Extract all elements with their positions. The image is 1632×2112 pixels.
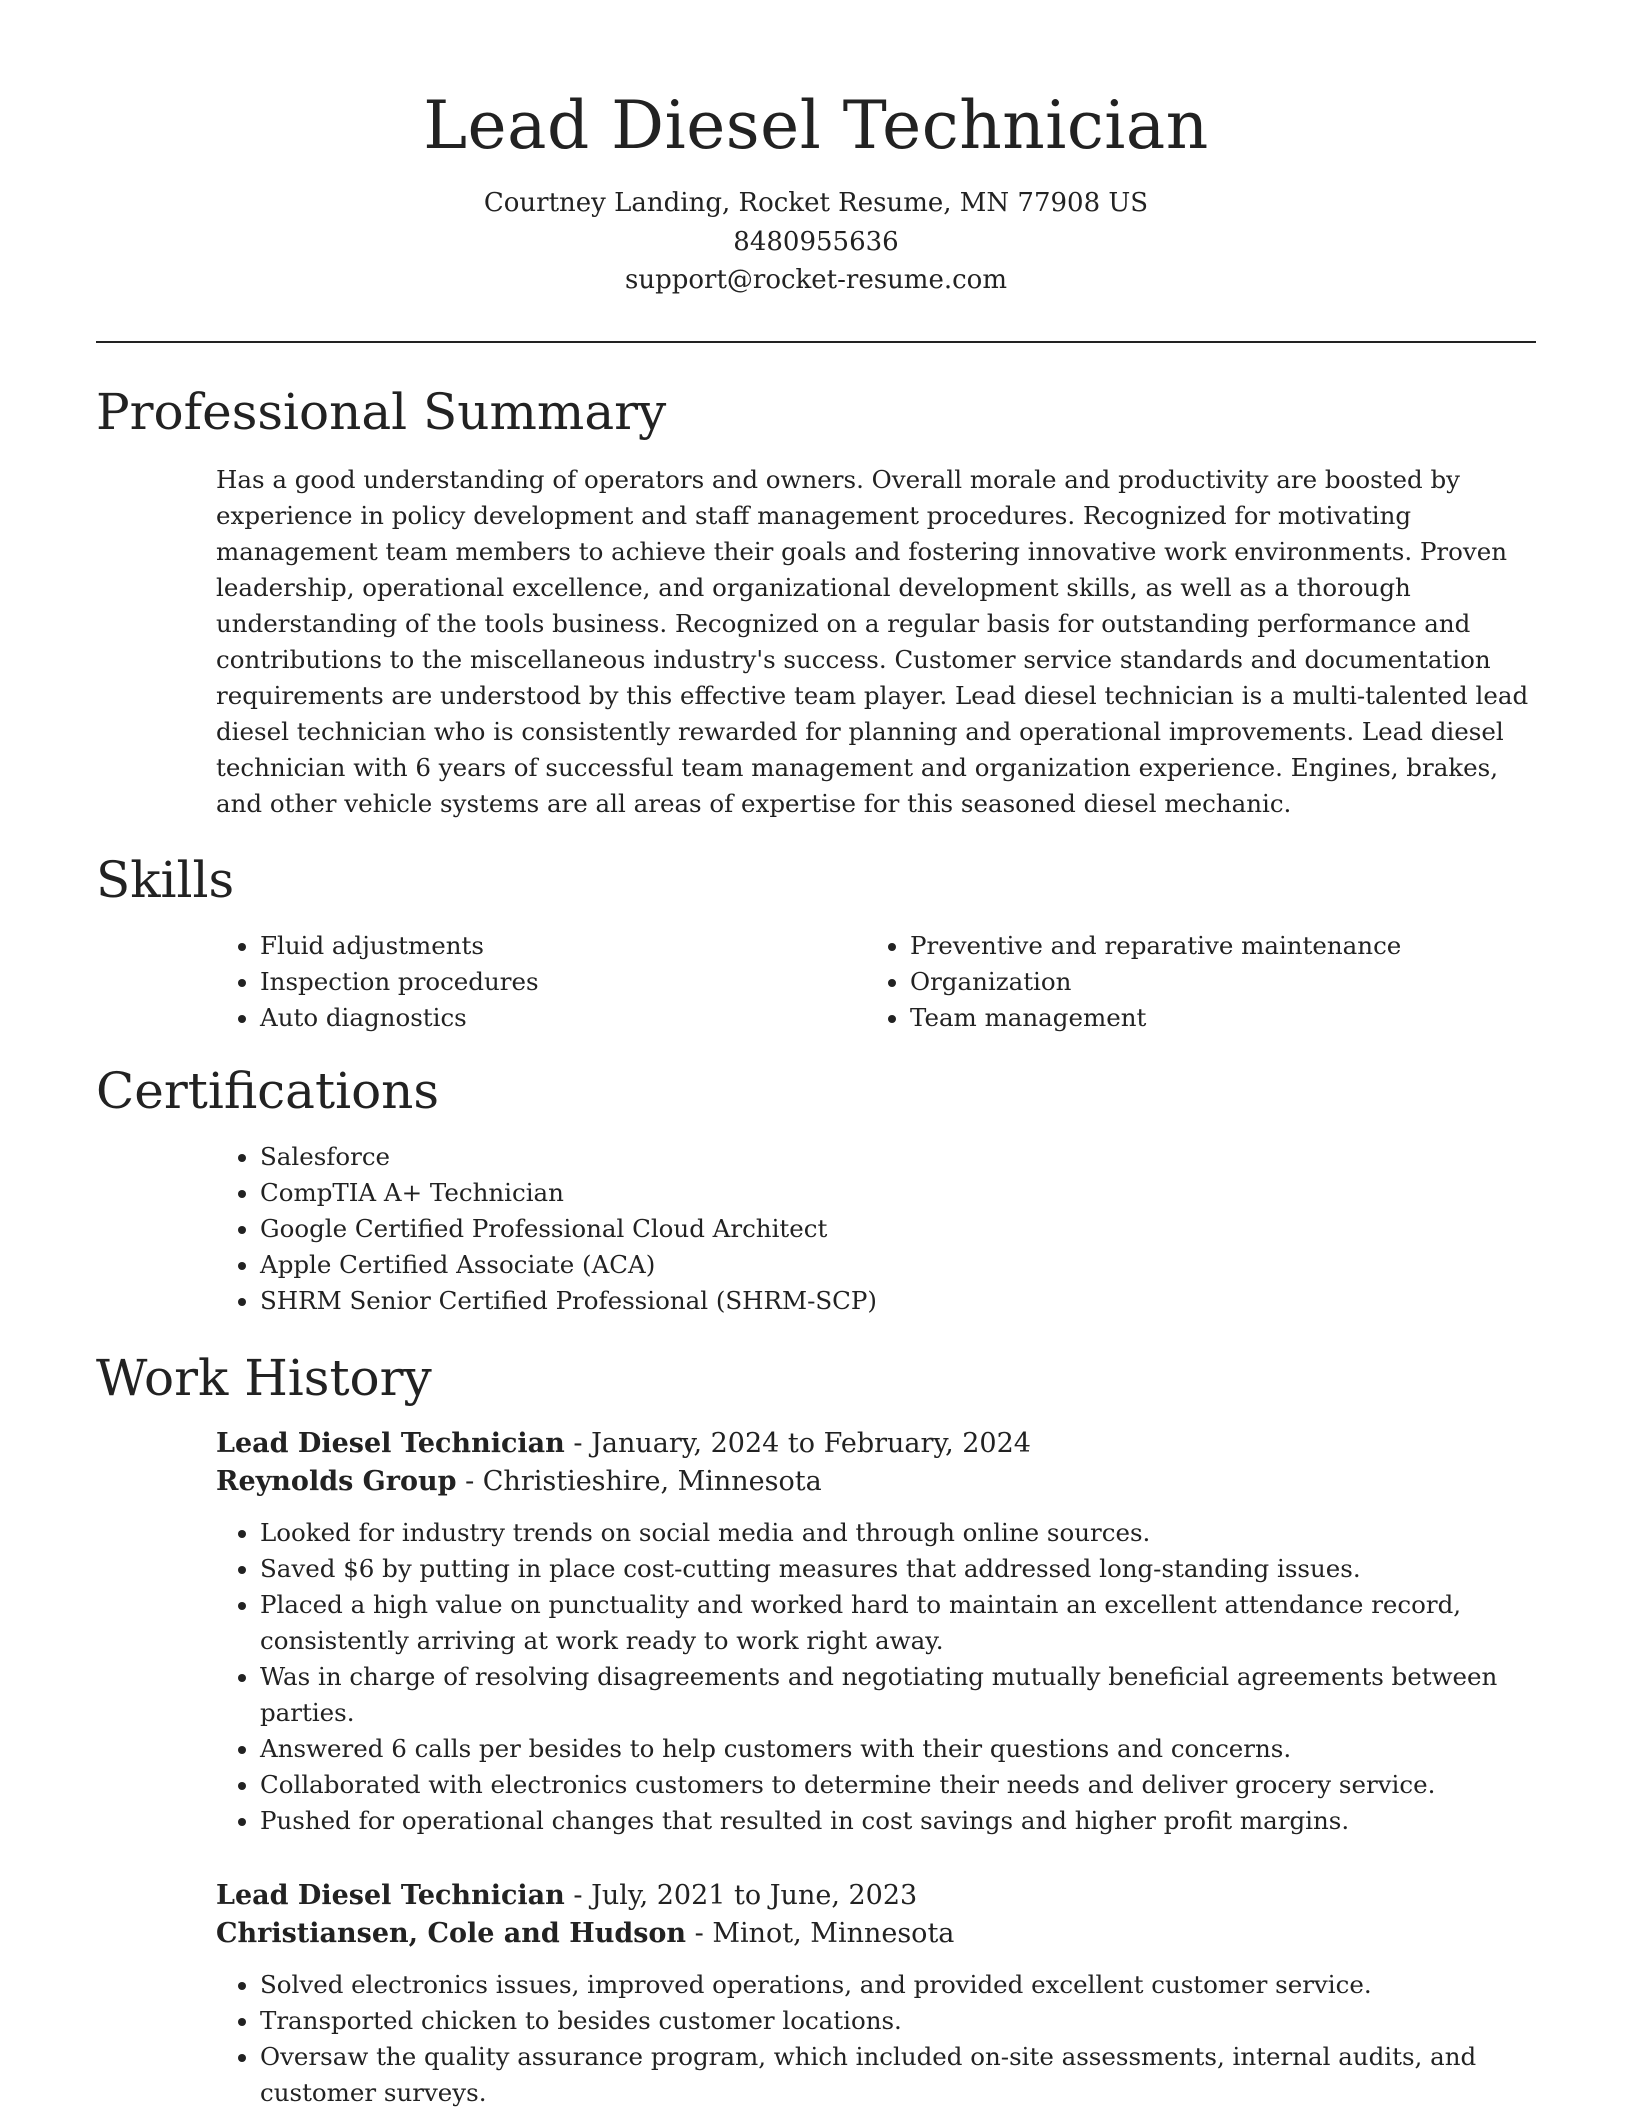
address: Courtney Landing, Rocket Resume, MN 77908 US bbox=[483, 188, 1149, 218]
skill-item: • Organization bbox=[910, 964, 1516, 1000]
job-entry bbox=[216, 1425, 1538, 1839]
section-title-work-history: Work History bbox=[96, 1349, 432, 1407]
section-title-certifications: Certifications bbox=[96, 1062, 440, 1120]
job-title-line bbox=[216, 1425, 1538, 1463]
email-address: support@rocket-resume.com bbox=[624, 265, 1007, 295]
job-bullet: • Pushed for operational changes that resulted in cost savings and higher profit margins. bbox=[260, 1803, 1538, 1839]
job-responsibilities bbox=[216, 1967, 1538, 2111]
skills-column-right bbox=[866, 928, 1516, 1036]
section-title-summary: Professional Summary bbox=[96, 383, 667, 441]
skill-item: • Preventive and reparative maintenance bbox=[910, 928, 1516, 964]
job-company-line bbox=[216, 1915, 1538, 1953]
skills-column-left bbox=[216, 928, 866, 1036]
job-bullet: • Was in charge of resolving disagreements and negotiating mutually beneficial agreements between parties. bbox=[260, 1659, 1538, 1731]
certification-item: • Google Certified Professional Cloud Architect bbox=[260, 1211, 1538, 1247]
job-title: Lead Diesel Technician bbox=[216, 1880, 565, 1911]
job-location: - Christieshire, Minnesota bbox=[456, 1466, 822, 1497]
certification-item: • Salesforce bbox=[260, 1139, 1538, 1175]
job-dates: - July, 2021 to June, 2023 bbox=[564, 1880, 918, 1911]
job-bullet: • Looked for industry trends on social media and through online sources. bbox=[260, 1515, 1538, 1551]
job-location: - Minot, Minnesota bbox=[686, 1918, 955, 1949]
skills-list bbox=[216, 928, 1538, 1036]
header-divider bbox=[96, 341, 1536, 343]
summary-text: Has a good understanding of operators and owners. Overall morale and productivity are boosted by experience in policy development and staff management procedures. Recognized for motivating management team members to achieve their goals and fostering innovative work environments. Proven leadership, operational excellence, and organizational development skills, as well as a thorough understanding of the tools business. Recognized on a regular basis for outstanding performance and contributions to the miscellaneous industry's success. Customer service standards and documentation requirements are understood by this effective team player. Lead diesel technician is a multi-talented lead diesel technician who is consistently rewarded for planning and operational improvements. Lead diesel technician with 6 years of successful team management and organization experience. Engines, brakes, and other vehicle systems are all areas of expertise for this seasoned diesel mechanic. bbox=[216, 465, 1529, 818]
skill-item: • Fluid adjustments bbox=[260, 928, 866, 964]
job-dates: - January, 2024 to February, 2024 bbox=[564, 1428, 1031, 1459]
job-bullet: • Solved electronics issues, improved operations, and provided excellent customer service. bbox=[260, 1967, 1538, 2003]
job-title-line bbox=[216, 1877, 1538, 1915]
job-company: Reynolds Group bbox=[216, 1466, 457, 1497]
certification-item: • CompTIA A+ Technician bbox=[260, 1175, 1538, 1211]
job-bullet: • Oversaw the quality assurance program, which included on-site assessments, internal audits, and customer surveys. bbox=[260, 2039, 1538, 2111]
contact-info bbox=[96, 184, 1536, 300]
job-company: Christiansen, Cole and Hudson bbox=[216, 1918, 687, 1949]
job-bullet: • Transported chicken to besides customer locations. bbox=[260, 2003, 1538, 2039]
certification-item: • SHRM Senior Certified Professional (SHRM-SCP) bbox=[260, 1283, 1538, 1319]
certifications-list bbox=[216, 1139, 1538, 1319]
job-bullet: • Answered 6 calls per besides to help customers with their questions and concerns. bbox=[260, 1731, 1538, 1767]
job-title: Lead Diesel Technician bbox=[216, 1428, 565, 1459]
phone-number: 8480955636 bbox=[733, 226, 899, 257]
job-bullet: • Saved $6 by putting in place cost-cutting measures that addressed long-standing issues. bbox=[260, 1551, 1538, 1587]
skill-item: • Team management bbox=[910, 1000, 1516, 1036]
job-entry bbox=[216, 1877, 1538, 2111]
job-responsibilities bbox=[216, 1515, 1538, 1839]
certification-item: • Apple Certified Associate (ACA) bbox=[260, 1247, 1538, 1283]
skill-item: • Auto diagnostics bbox=[260, 1000, 866, 1036]
job-bullet: • Placed a high value on punctuality and worked hard to maintain an excellent attendance record, consistently arriving at work ready to work right away. bbox=[260, 1587, 1538, 1659]
candidate-name: Lead Diesel Technician bbox=[423, 87, 1209, 164]
job-company-line bbox=[216, 1463, 1538, 1501]
section-title-skills: Skills bbox=[96, 851, 235, 909]
skill-item: • Inspection procedures bbox=[260, 964, 866, 1000]
job-bullet: • Collaborated with electronics customers to determine their needs and deliver grocery service. bbox=[260, 1767, 1538, 1803]
resume-header bbox=[96, 78, 1536, 300]
